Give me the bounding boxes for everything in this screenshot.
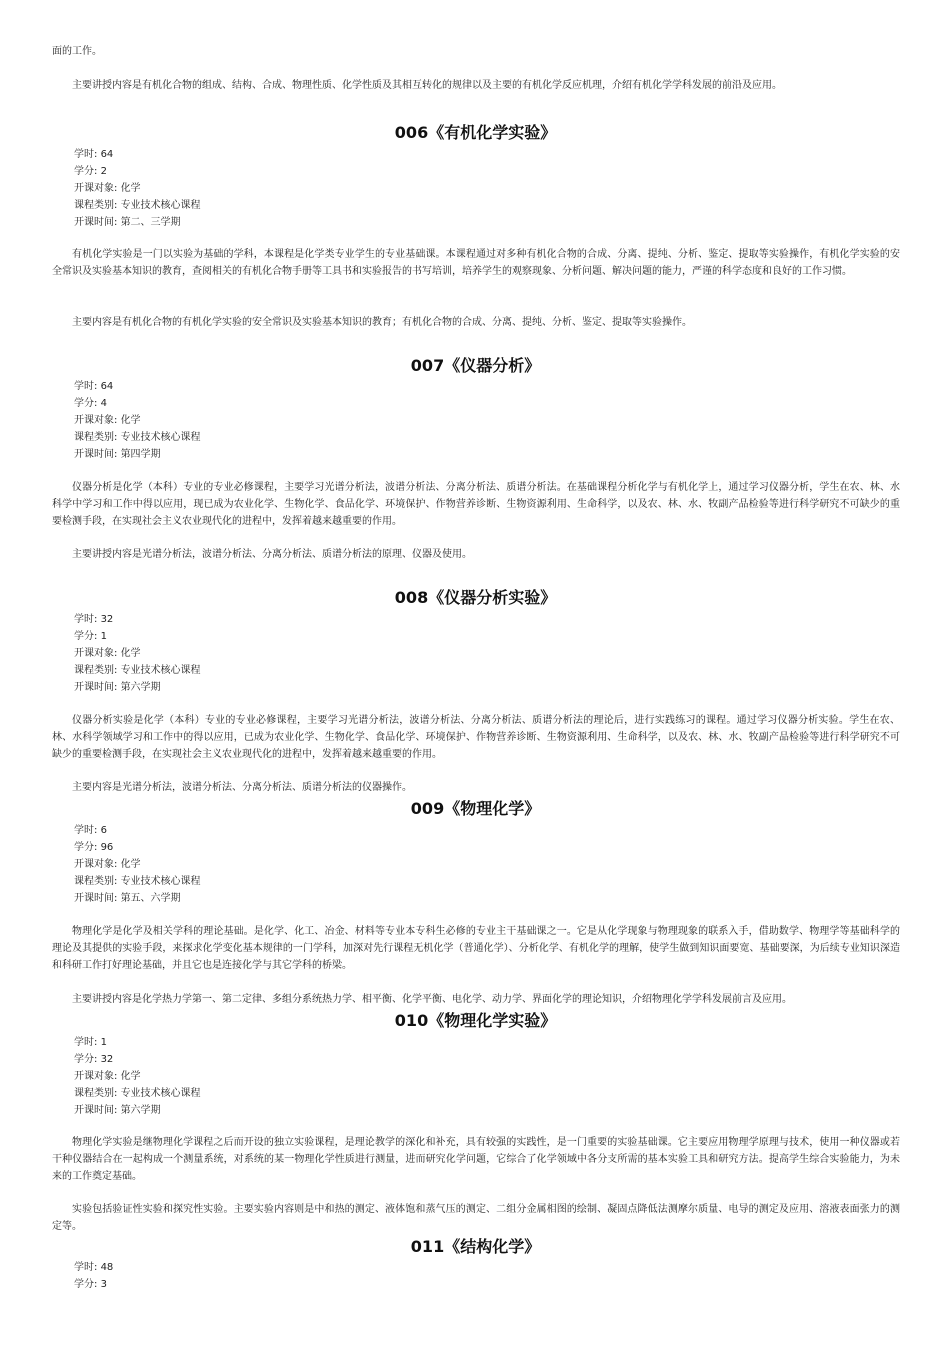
meta-row-hours xyxy=(74,1259,113,1276)
meta-key: 课程类别: xyxy=(74,200,118,211)
course-meta-011 xyxy=(74,1259,113,1293)
meta-value: 32 xyxy=(100,1054,114,1065)
meta-value: 化学 xyxy=(120,859,141,870)
meta-key: 学时: xyxy=(74,1262,98,1273)
meta-value: 6 xyxy=(100,825,107,836)
meta-key: 学分: xyxy=(74,631,98,642)
course-meta-008 xyxy=(74,611,201,696)
meta-value: 32 xyxy=(100,614,114,625)
meta-value: 专业技术核心课程 xyxy=(120,200,201,211)
course-content-010: 实验包括验证性实验和探究性实验。主要实验内容则是中和热的测定、液体饱和蒸气压的测定、二组分金属相图的绘制、凝固点降低法测摩尔质量、电导的测定及应用、溶液表面张力的测定等。 xyxy=(52,1204,900,1232)
course-title-006: 006《有机化学实验》 xyxy=(394,123,557,142)
meta-value: 64 xyxy=(100,149,114,160)
meta-row-credits xyxy=(74,163,201,180)
course-desc-006: 有机化学实验是一门以实验为基础的学科，本课程是化学类专业学生的专业基础课。本课程通过对多种有机化合物的合成、分离、提纯、分析、鉴定、提取等实验操作，有机化学实验的安全常识及实验基本知识的教育，查阅相关的有机化合物手册等工具书和实验报告的书写培训，培养学生的观察现象、分析问题、解决问题的能力，严谨的科学态度和良好的工作习惯。 xyxy=(52,249,900,277)
meta-row-credits xyxy=(74,839,201,856)
meta-value: 专业技术核心课程 xyxy=(120,876,201,887)
course-content-006: 主要内容是有机化合物的有机化学实验的安全常识及实验基本知识的教育；有机化合物的合成、分离、提纯、分析、鉴定、提取等实验操作。 xyxy=(72,317,692,328)
meta-key: 开课时间: xyxy=(74,449,118,460)
course-title-011: 011《结构化学》 xyxy=(410,1237,541,1256)
meta-key: 开课时间: xyxy=(74,217,118,228)
meta-value: 64 xyxy=(100,381,114,392)
meta-value: 3 xyxy=(100,1279,107,1290)
meta-value: 4 xyxy=(100,398,107,409)
meta-key: 学时: xyxy=(74,825,98,836)
meta-row-hours xyxy=(74,822,201,839)
meta-row-audience xyxy=(74,1068,201,1085)
meta-row-hours xyxy=(74,378,201,395)
meta-key: 课程类别: xyxy=(74,1088,118,1099)
meta-key: 学时: xyxy=(74,614,98,625)
meta-row-hours xyxy=(74,1034,201,1051)
meta-value: 化学 xyxy=(120,1071,141,1082)
meta-value: 第二、三学期 xyxy=(120,217,181,228)
meta-row-credits xyxy=(74,395,201,412)
meta-value: 第六学期 xyxy=(120,1105,161,1116)
course-meta-010 xyxy=(74,1034,201,1119)
meta-key: 开课对象: xyxy=(74,1071,118,1082)
meta-row-category xyxy=(74,197,201,214)
meta-value: 专业技术核心课程 xyxy=(120,665,201,676)
meta-row-audience xyxy=(74,412,201,429)
meta-row-term xyxy=(74,214,201,231)
course-desc-007: 仪器分析是化学（本科）专业的专业必修课程，主要学习光谱分析法，波谱分析法、分离分析法、质谱分析法。在基础课程分析化学与有机化学上，通过学习仪器分析，学生在农、林、水科学中学习和工作中得以应用，现已成为农业化学、生物化学、食品化学、环境保护、作物营养诊断、生物资源利用、生命科学，以及农、林、水、牧副产品检验等进行科学研究不可缺少的重要检测手段，在实现社会主义农业现代化的进程中，发挥着越来越重要的作用。 xyxy=(52,482,900,527)
meta-row-term xyxy=(74,1102,201,1119)
meta-value: 化学 xyxy=(120,183,141,194)
meta-key: 课程类别: xyxy=(74,665,118,676)
meta-key: 课程类别: xyxy=(74,432,118,443)
meta-row-category xyxy=(74,662,201,679)
course-desc-008: 仪器分析实验是化学（本科）专业的专业必修课程，主要学习光谱分析法，波谱分析法、分离分析法、质谱分析法的理论后，进行实践练习的课程。通过学习仪器分析实验。学生在农、林、水科学领域学习和工作中的得以应用，已成为农业化学、生物化学、食品化学、环境保护、作物营养诊断、生物资源利用、生命科学，以及农、林、水、牧副产品检验等进行科学研究不可缺少的重要检测手段，在实现社会主义农业现代化的进程中，发挥着越来越重要的作用。 xyxy=(52,715,900,760)
continuation-text: 面的工作。 xyxy=(52,46,102,57)
meta-value: 化学 xyxy=(120,415,141,426)
course-content-007: 主要讲授内容是光谱分析法，波谱分析法、分离分析法、质谱分析法的原理、仪器及使用。 xyxy=(72,549,472,560)
course-title-007: 007《仪器分析》 xyxy=(410,356,541,375)
meta-key: 学时: xyxy=(74,1037,98,1048)
course-desc-009: 物理化学是化学及相关学科的理论基础。是化学、化工、冶金、材料等专业本专科生必修的专业主干基础课之一。它是从化学现象与物理现象的联系入手，借助数学、物理学等基础科学的理论及其提供的实验手段，来探求化学变化基本规律的一门学科，加深对先行课程无机化学（普通化学）、分析化学、有机化学的理解，使学生做到知识面要宽、基础要深，为后续专业知识深造和科研工作打好理论基础，并且它也是连接化学与其它学科的桥梁。 xyxy=(52,926,900,971)
meta-row-category xyxy=(74,429,201,446)
meta-row-credits xyxy=(74,628,201,645)
meta-row-credits xyxy=(74,1276,113,1293)
meta-key: 学分: xyxy=(74,1279,98,1290)
course-desc-010: 物理化学实验是继物理化学课程之后而开设的独立实验课程，是理论教学的深化和补充，具有较强的实践性，是一门重要的实验基础课。它主要应用物理学原理与技术，使用一种仪器或若干种仪器结合在一起构成一个测量系统，对系统的某一物理化学性质进行测量，进而研究化学问题，它综合了化学领域中各分支所需的基本实验工具和研究方法。提高学生综合实验能力，为未来的工作奠定基础。 xyxy=(52,1137,900,1182)
meta-value: 专业技术核心课程 xyxy=(120,432,201,443)
course-meta-006 xyxy=(74,146,201,231)
meta-row-audience xyxy=(74,180,201,197)
meta-row-term xyxy=(74,446,201,463)
meta-value: 第四学期 xyxy=(120,449,161,460)
course-title-010: 010《物理化学实验》 xyxy=(394,1011,557,1030)
meta-key: 开课对象: xyxy=(74,183,118,194)
meta-value: 96 xyxy=(100,842,114,853)
meta-value: 第五、六学期 xyxy=(120,893,181,904)
meta-row-term xyxy=(74,679,201,696)
meta-value: 专业技术核心课程 xyxy=(120,1088,201,1099)
meta-row-audience xyxy=(74,856,201,873)
meta-row-category xyxy=(74,873,201,890)
meta-key: 开课时间: xyxy=(74,893,118,904)
meta-value: 1 xyxy=(100,1037,107,1048)
meta-key: 开课对象: xyxy=(74,648,118,659)
course-content-009: 主要讲授内容是化学热力学第一、第二定律、多组分系统热力学、相平衡、化学平衡、电化学、动力学、界面化学的理论知识，介绍物理化学学科发展前言及应用。 xyxy=(72,994,792,1005)
course-meta-007 xyxy=(74,378,201,463)
meta-row-credits xyxy=(74,1051,201,1068)
meta-key: 学分: xyxy=(74,166,98,177)
meta-key: 学时: xyxy=(74,381,98,392)
course-title-009: 009《物理化学》 xyxy=(410,799,541,818)
intro-paragraph: 主要讲授内容是有机化合物的组成、结构、合成、物理性质、化学性质及其相互转化的规律以及主要的有机化学反应机理，介绍有机化学学科发展的前沿及应用。 xyxy=(72,80,782,91)
meta-key: 开课对象: xyxy=(74,415,118,426)
meta-key: 开课时间: xyxy=(74,1105,118,1116)
meta-row-hours xyxy=(74,611,201,628)
course-title-008: 008《仪器分析实验》 xyxy=(394,588,557,607)
meta-row-term xyxy=(74,890,201,907)
meta-row-hours xyxy=(74,146,201,163)
meta-value: 化学 xyxy=(120,648,141,659)
meta-key: 学时: xyxy=(74,149,98,160)
meta-value: 1 xyxy=(100,631,107,642)
course-meta-009 xyxy=(74,822,201,907)
meta-value: 2 xyxy=(100,166,107,177)
meta-key: 学分: xyxy=(74,398,98,409)
meta-key: 课程类别: xyxy=(74,876,118,887)
meta-key: 开课时间: xyxy=(74,682,118,693)
meta-key: 开课对象: xyxy=(74,859,118,870)
meta-value: 第六学期 xyxy=(120,682,161,693)
meta-key: 学分: xyxy=(74,1054,98,1065)
course-content-008: 主要内容是光谱分析法，波谱分析法、分离分析法、质谱分析法的仪器操作。 xyxy=(72,782,412,793)
meta-value: 48 xyxy=(100,1262,114,1273)
meta-row-audience xyxy=(74,645,201,662)
meta-row-category xyxy=(74,1085,201,1102)
meta-key: 学分: xyxy=(74,842,98,853)
